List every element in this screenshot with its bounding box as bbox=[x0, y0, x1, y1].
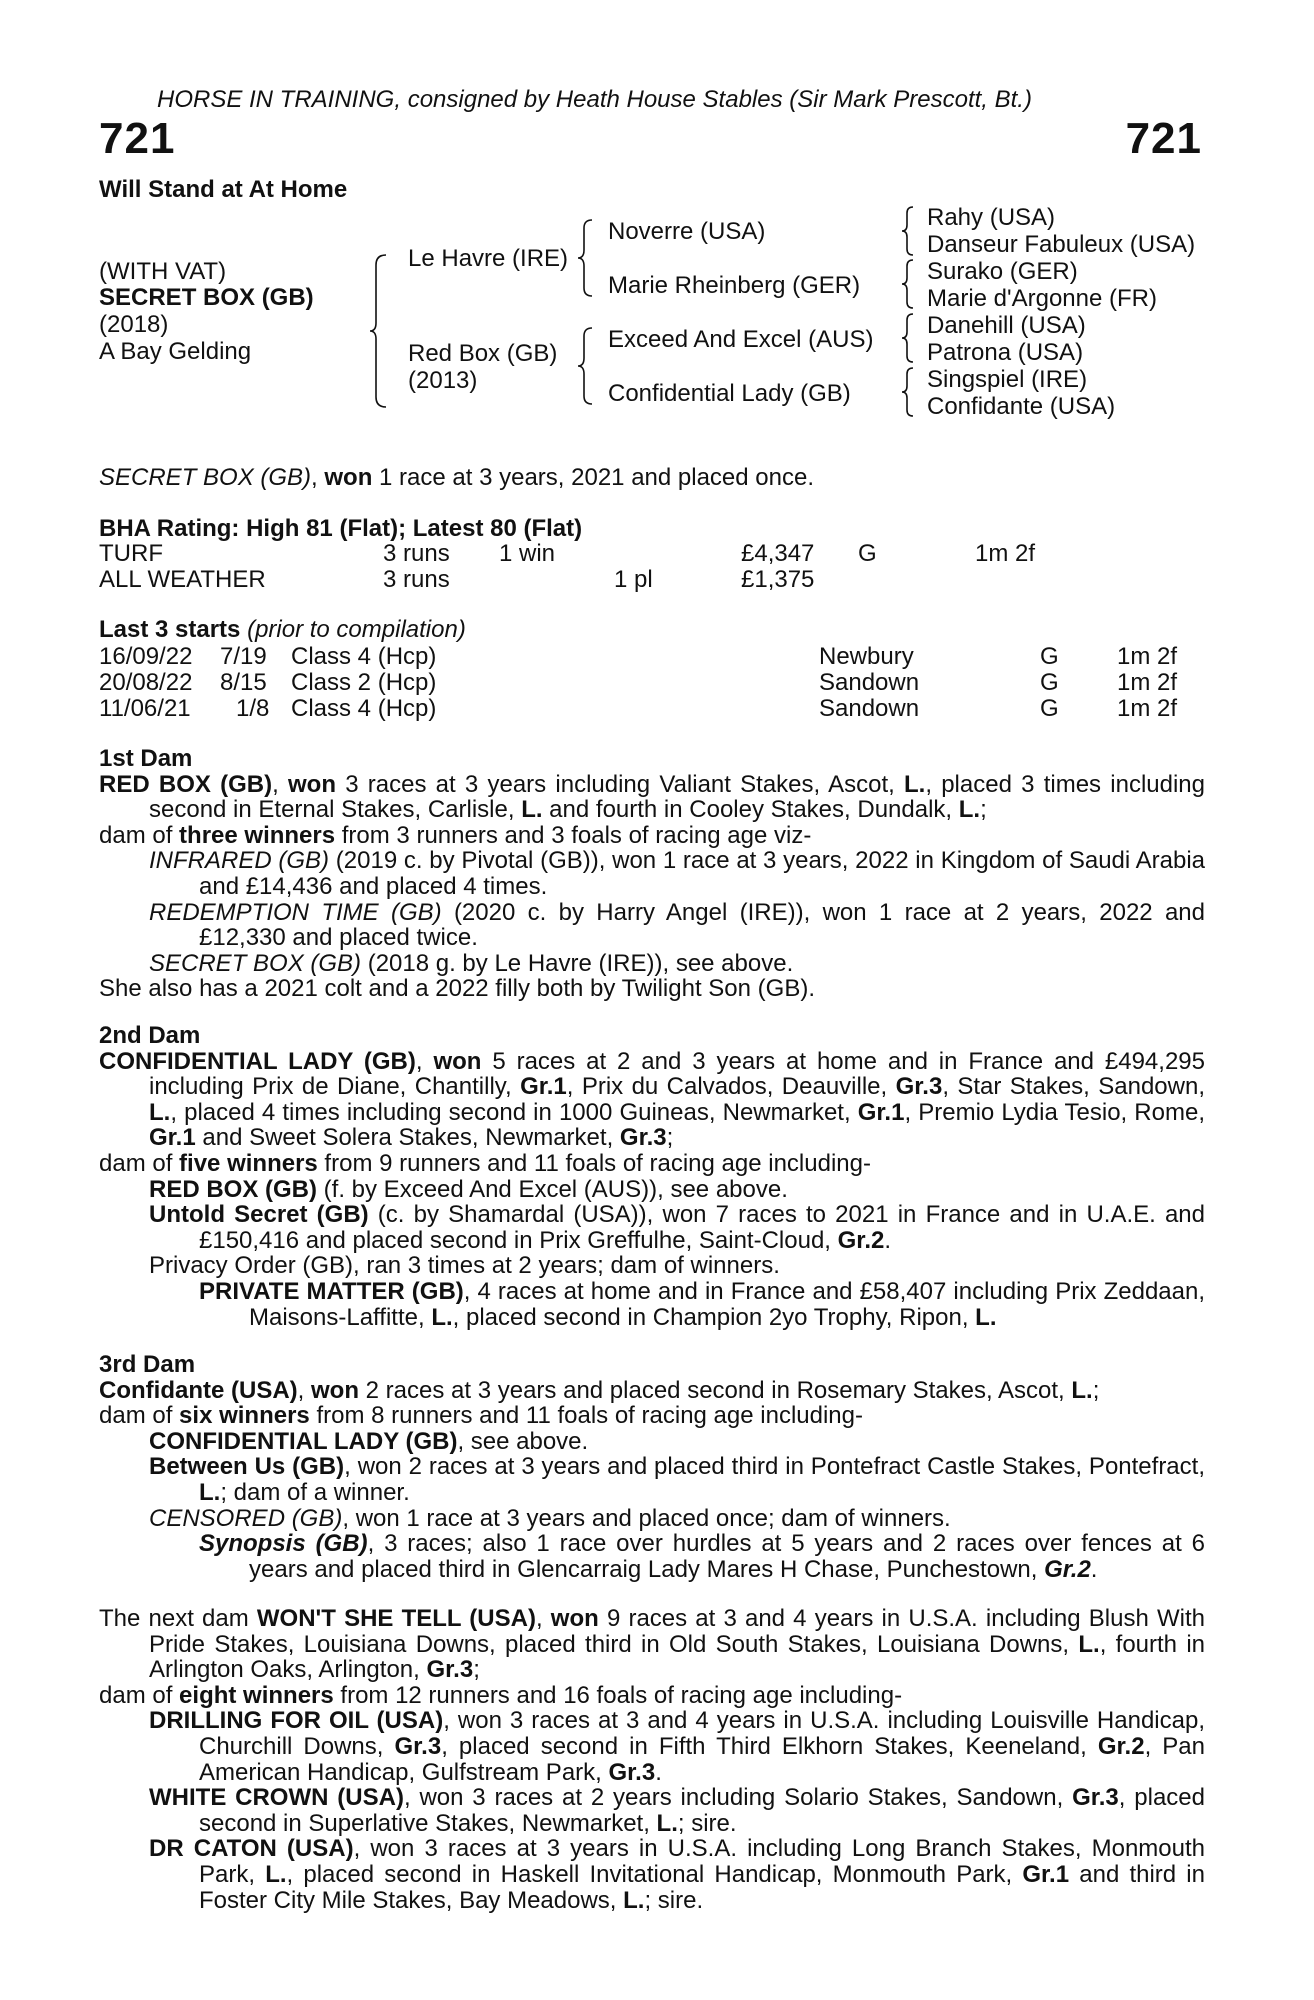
section-heading: 3rd Dam bbox=[99, 1351, 196, 1378]
g3-confidante: Confidante (USA) bbox=[927, 393, 1116, 420]
next-dam-section bbox=[99, 1606, 1205, 1913]
produce-summary: dam of six winners from 8 runners and 11 foals of racing age including- bbox=[99, 1402, 863, 1430]
produce-summary: dam of five winners from 9 runners and 11 foals of racing age including- bbox=[99, 1149, 871, 1177]
grand-produce-item: PRIVATE MATTER (GB), 4 races at home and in France and £58,407 including Prix Zeddaan, Maisons-Laffitte, L., placed second in Champion 2yo Trophy, Ripon, L. bbox=[199, 1277, 1206, 1331]
section-heading: 2nd Dam bbox=[99, 1022, 201, 1049]
produce-summary: dam of eight winners from 12 runners and 16 foals of racing age including- bbox=[99, 1681, 903, 1709]
last-starts-title: Last 3 starts (prior to compilation) bbox=[99, 616, 466, 643]
pedigree-bracket-ds bbox=[902, 312, 916, 364]
g3-singspiel: Singspiel (IRE) bbox=[927, 366, 1088, 393]
lot-number-left: 721 bbox=[99, 114, 176, 163]
grand-produce-item: Synopsis (GB), 3 races; also 1 race over hurdles at 5 years and 2 races over fences at 6 years and placed third in Glencarraig Lady Mares H Chase, Punchestown, Gr.2. bbox=[199, 1530, 1205, 1583]
bha-rating-title: BHA Rating: High 81 (Flat); Latest 80 (Flat) bbox=[99, 515, 583, 542]
stand-location: Will Stand at At Home bbox=[99, 176, 348, 203]
consignor-line: HORSE IN TRAINING, consigned by Heath House Stables (Sir Mark Prescott, Bt.) bbox=[157, 86, 1032, 113]
g3-patrona: Patrona (USA) bbox=[927, 339, 1084, 366]
g3-surako: Surako (GER) bbox=[927, 258, 1078, 285]
produce-summary: dam of three winners from 3 runners and 3 foals of racing age viz- bbox=[99, 821, 812, 849]
sire-dam: Marie Rheinberg (GER) bbox=[608, 272, 861, 299]
produce-item: Privacy Order (GB), ran 3 times at 2 years; dam of winners. bbox=[149, 1252, 780, 1280]
produce-item: Between Us (GB), won 2 races at 3 years and placed third in Pontefract Castle Stakes, Pontefract, L.; dam of a winner. bbox=[149, 1453, 1205, 1506]
first-dam-section bbox=[99, 746, 1205, 1002]
g3-marie-dargonne: Marie d'Argonne (FR) bbox=[927, 285, 1157, 312]
horse-year: (2018) bbox=[99, 311, 169, 338]
produce-note: She also has a 2021 colt and a 2022 filly both by Twilight Son (GB). bbox=[99, 975, 815, 1003]
pedigree-bracket-sire bbox=[578, 218, 596, 298]
lot-number-right: 721 bbox=[1125, 114, 1202, 163]
dam-record: Confidante (USA), won 2 races at 3 years and placed second in Rosemary Stakes, Ascot, L.; bbox=[99, 1376, 1100, 1404]
dam-name: Red Box (GB) bbox=[408, 340, 558, 367]
race-summary: SECRET BOX (GB), won 1 race at 3 years, 2021 and placed once. bbox=[99, 464, 815, 491]
vat-note: (WITH VAT) bbox=[99, 258, 227, 285]
pedigree-bracket-main bbox=[370, 253, 390, 409]
produce-item: INFRARED (GB) (2019 c. by Pivotal (GB)), won 1 race at 3 years, 2022 in Kingdom of Saudi Arabia and £14,436 and placed 4 times. bbox=[149, 847, 1206, 900]
produce-item: SECRET BOX (GB) (2018 g. by Le Havre (IRE)), see above. bbox=[149, 949, 794, 977]
dam-year: (2013) bbox=[408, 367, 478, 394]
produce-item: RED BOX (GB) (f. by Exceed And Excel (AUS)), see above. bbox=[149, 1175, 788, 1203]
produce-item: CONFIDENTIAL LADY (GB), see above. bbox=[149, 1427, 589, 1455]
pedigree-bracket-ss bbox=[902, 205, 916, 257]
pedigree-bracket-sd bbox=[902, 258, 916, 310]
g3-rahy: Rahy (USA) bbox=[927, 204, 1056, 231]
third-dam-section bbox=[99, 1352, 1205, 1582]
pedigree-bracket-dd bbox=[902, 366, 916, 418]
sire-sire: Noverre (USA) bbox=[608, 218, 766, 245]
horse-description: A Bay Gelding bbox=[99, 338, 252, 365]
produce-item: DR CATON (USA), won 3 races at 3 years in U.S.A. including Long Branch Stakes, Monmouth Park, L., placed second in Haskell Invitational Handicap, Monmouth Park, Gr.1 and third in Foster City Mile Stakes, Bay Meadows, L.; sire. bbox=[149, 1835, 1206, 1914]
g3-danseur-fabuleux: Danseur Fabuleux (USA) bbox=[927, 231, 1196, 258]
dam-sire: Exceed And Excel (AUS) bbox=[608, 326, 874, 353]
dam-record: The next dam WON'T SHE TELL (USA), won 9 races at 3 and 4 years in U.S.A. including Blush With Pride Stakes, Louisiana Downs, placed third in Old South Stakes, Louisiana Downs, L., fourth in Arlington Oaks, Arlington, Gr.3; bbox=[99, 1605, 1205, 1684]
produce-item: REDEMPTION TIME (GB) (2020 c. by Harry Angel (IRE)), won 1 race at 2 years, 2022 and £12,330 and placed twice. bbox=[149, 898, 1205, 952]
sire-name: Le Havre (IRE) bbox=[408, 245, 569, 272]
dam-record: CONFIDENTIAL LADY (GB), won 5 races at 2 and 3 years at home and in France and £494,295 including Prix de Diane, Chantilly, Gr.1, Prix du Calvados, Deauville, Gr.3, Star Stakes, Sandown, L., placed 4 times including second in 1000 Guineas, Newmarket, Gr.1, Premio Lydia Tesio, Rome, Gr.1 and Sweet Solera Stakes, Newmarket, Gr.3; bbox=[99, 1047, 1205, 1152]
horse-name: SECRET BOX (GB) bbox=[99, 284, 314, 311]
produce-item: CENSORED (GB), won 1 race at 3 years and placed once; dam of winners. bbox=[149, 1504, 951, 1532]
produce-item: DRILLING FOR OIL (USA), won 3 races at 3 and 4 years in U.S.A. including Louisville Handicap, Churchill Downs, Gr.3, placed second in Fifth Third Elkhorn Stakes, Keeneland, Gr.2, Pan American Handicap, Gulfstream Park, Gr.3. bbox=[149, 1707, 1205, 1786]
produce-item: WHITE CROWN (USA), won 3 races at 2 years including Solario Stakes, Sandown, Gr.3, placed second in Superlative Stakes, Newmarket, L.; sire. bbox=[149, 1784, 1205, 1837]
second-dam-section bbox=[99, 1023, 1205, 1330]
section-heading: 1st Dam bbox=[99, 745, 193, 772]
dam-record: RED BOX (GB), won 3 races at 3 years including Valiant Stakes, Ascot, L., placed 3 times including second in Eternal Stakes, Carlisle, L. and fourth in Cooley Stakes, Dundalk, L.; bbox=[99, 770, 1206, 824]
produce-item: Untold Secret (GB) (c. by Shamardal (USA)), won 7 races to 2021 in France and in U.A.E. and £150,416 and placed second in Prix Greffulhe, Saint-Cloud, Gr.2. bbox=[149, 1201, 1205, 1254]
g3-danehill: Danehill (USA) bbox=[927, 312, 1086, 339]
pedigree-bracket-dam bbox=[578, 326, 596, 406]
dam-dam: Confidential Lady (GB) bbox=[608, 380, 851, 407]
